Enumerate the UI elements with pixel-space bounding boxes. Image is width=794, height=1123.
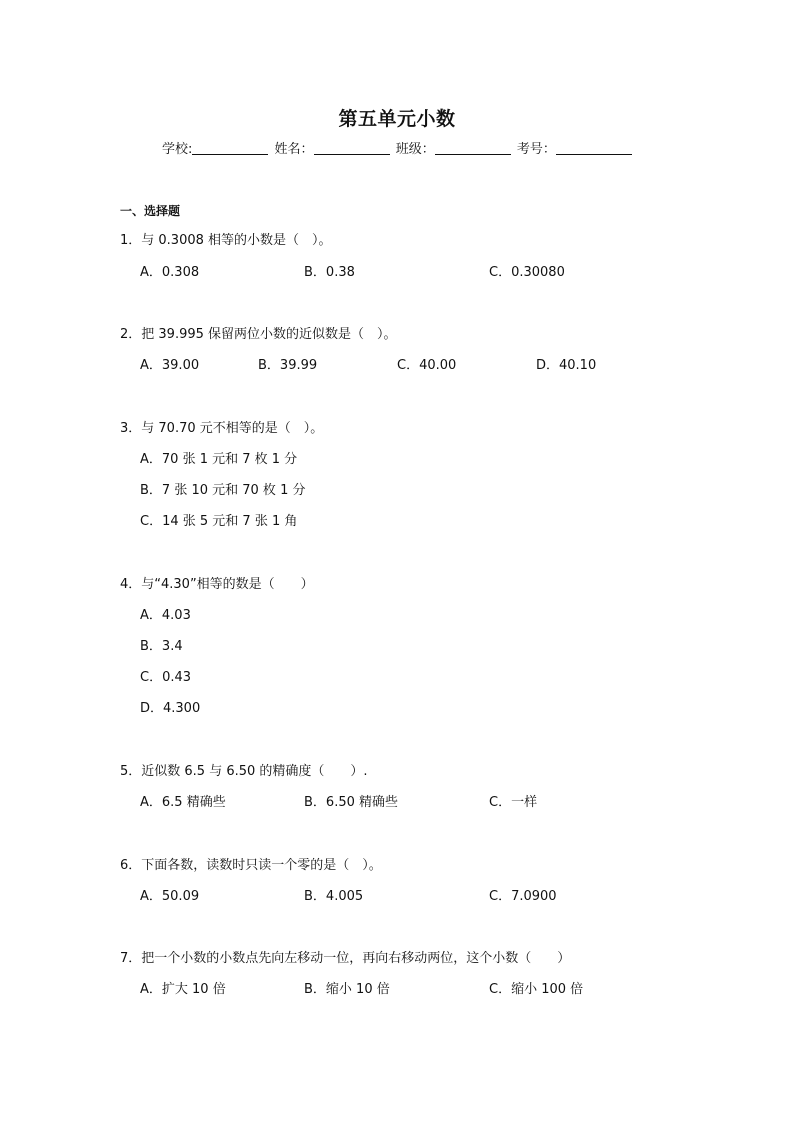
question-6-option-a: A．50.09 bbox=[140, 889, 200, 904]
question-1-option-a: A．0.308 bbox=[140, 265, 200, 280]
question-1-option-c: C．0.30080 bbox=[489, 265, 565, 280]
question-3-option-c: C．14 张 5 元和 7 张 1 角 bbox=[140, 514, 298, 529]
question-2-option-d: D．40.10 bbox=[536, 358, 597, 373]
question-4-option-d: D．4.300 bbox=[140, 701, 201, 716]
question-1-stem: 1．与 0.3008 相等的小数是（ ）。 bbox=[120, 233, 332, 248]
page-title: 第五单元小数 bbox=[338, 108, 456, 130]
question-4-stem: 4．与“4.30”相等的数是（ ） bbox=[120, 577, 314, 592]
question-2-stem: 2．把 39.995 保留两位小数的近似数是（ ）。 bbox=[120, 327, 397, 342]
class-label: 班级： bbox=[395, 142, 435, 157]
question-6-stem: 6．下面各数，读数时只读一个零的是（ ）。 bbox=[120, 858, 382, 873]
question-1-option-b: B．0.38 bbox=[304, 265, 355, 280]
section-title: 一、选择题 bbox=[120, 204, 181, 218]
question-3-option-a: A．70 张 1 元和 7 枚 1 分 bbox=[140, 452, 298, 467]
question-4-option-b: B．3.4 bbox=[140, 639, 183, 654]
school-blank[interactable] bbox=[192, 141, 268, 155]
question-7-option-a: A．扩大 10 倍 bbox=[140, 982, 226, 997]
question-5-option-a: A．6.5 精确些 bbox=[140, 795, 226, 810]
question-2-option-a: A．39.00 bbox=[140, 358, 200, 373]
question-3-option-b: B．7 张 10 元和 70 枚 1 分 bbox=[140, 483, 306, 498]
question-7-option-c: C．缩小 100 倍 bbox=[489, 982, 584, 997]
student-info-line bbox=[162, 138, 634, 157]
question-5-option-b: B．6.50 精确些 bbox=[304, 795, 398, 810]
class-blank[interactable] bbox=[435, 141, 511, 155]
question-2-option-c: C．40.00 bbox=[397, 358, 457, 373]
name-blank[interactable] bbox=[314, 141, 390, 155]
question-5-stem: 5．近似数 6.5 与 6.50 的精确度（ ）. bbox=[120, 764, 368, 779]
question-6-option-c: C．7.0900 bbox=[489, 889, 557, 904]
question-4-option-c: C．0.43 bbox=[140, 670, 192, 685]
name-label: 姓名： bbox=[274, 142, 314, 157]
question-3-stem: 3．与 70.70 元不相等的是（ ）。 bbox=[120, 421, 324, 436]
exam-number-blank[interactable] bbox=[556, 141, 632, 155]
exam-number-label: 考号： bbox=[516, 142, 556, 157]
question-7-option-b: B．缩小 10 倍 bbox=[304, 982, 390, 997]
question-5-option-c: C．一样 bbox=[489, 795, 538, 810]
question-7-stem: 7．把一个小数的小数点先向左移动一位，再向右移动两位，这个小数（ ） bbox=[120, 951, 571, 966]
question-4-option-a: A．4.03 bbox=[140, 608, 191, 623]
school-label: 学校: bbox=[162, 142, 193, 157]
question-6-option-b: B．4.005 bbox=[304, 889, 364, 904]
question-2-option-b: B．39.99 bbox=[258, 358, 318, 373]
